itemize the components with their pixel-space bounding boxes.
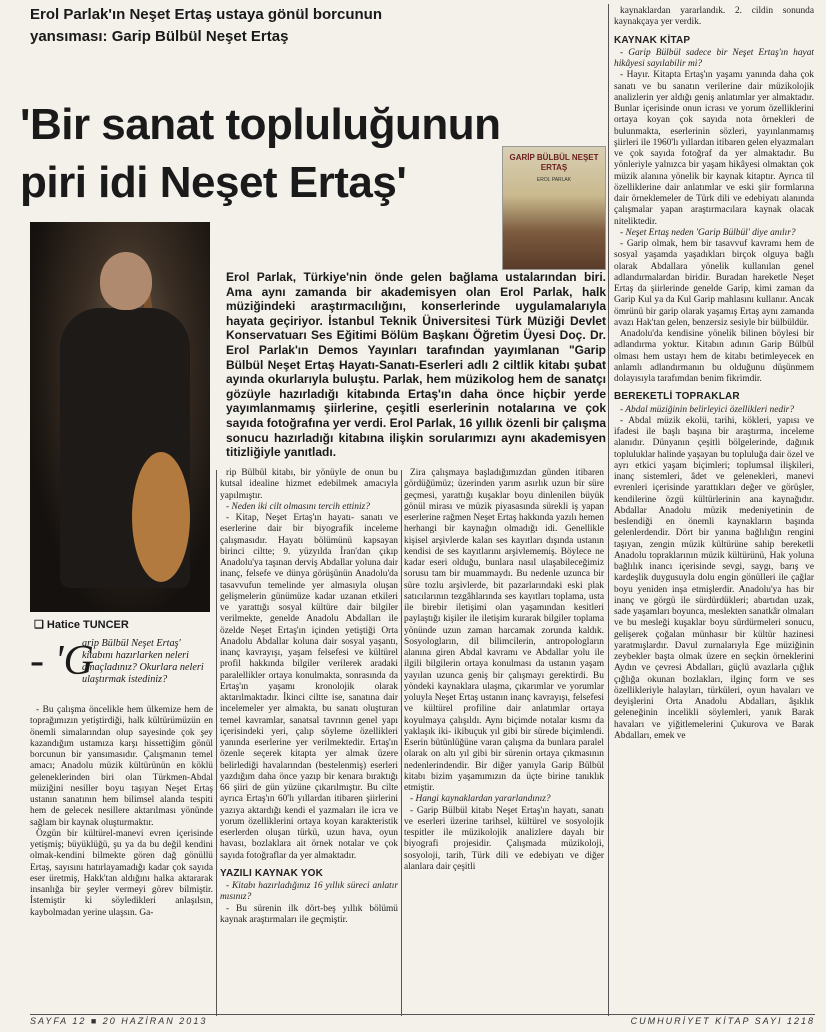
paragraph: - Garip olmak, hem bir tasavvuf kavramı hem de sosyal yaşamda yaşadıkları birçok olguya bağlı olarak Abdallara yönelik kullanılan genel adlandırmalardan biridir. Buradan hareketle Neşet Ertaş da şiirlerinde genelde Garip, kimi zaman da Garip Kul ya da Kul Garip mahlasını kullanır. Ancak ömrünü bir garip olarak yaşamış Ertaş aynı zamanda avazı Hak'tan gelen, benzersiz sesiyle bir bülbüldür. (614, 239, 814, 328)
question: - Hangi kaynaklardan yararlandınız? (410, 794, 551, 805)
paragraph: - Garip Bülbül kitabı Neşet Ertaş'ın hayatı, sanatı ve eserleri üzerine tarihsel, kültürel ve sosyolojik tespitler ile müzikolojik analizlere dayalı bir biyografi projesidir. Çalışmada müzikoloji, sosyoloji, tarih, Türk dili ve edebiyatı ve diğer alanlara dair çeşitli (404, 805, 604, 872)
column-divider (401, 470, 402, 1016)
opening-question-text: arip Bülbül Neşet Ertaş' kitabını hazırlarken neleri amaçladınız? Okurlara neleri ulaştırmak istediniz? (82, 638, 204, 685)
headline-line-2: piri idi Neşet Ertaş' (20, 158, 407, 207)
opening-question (30, 636, 213, 706)
question: - Garip Bülbül sadece bir Neşet Ertaş'ın hayat hikâyesi sayılabilir mi? (614, 47, 814, 69)
paragraph: - Kitap, Neşet Ertaş'ın hayatı- sanatı ve eserlerine dair bir biyografik inceleme çalışmasıdır. Hayatı bölümünü kapsayan birinci ciltte; 9. yüzyılda İran'dan çıkıp Anadolu'ya taşınan derviş Abdallar yoluna dair inanç, felsefe ve dünya görüşünün Anadolu'da tasavvufun temelinde yer almasıyla oluşan gelişmelerin günümüze kadar uzanan etkileri ve yarattığı sosyal kültüre dair bilgiler verilmekte, genelde Anadolu Abdalları ile özelde Neşet Ertaş'ın içinden yetiştiği Orta Anadolu Abdallar koluna dair sosyal yaşantı, inanç kavrayışı, yaşam felsefesi ve kültürel profil hakkında bilgiler verilerek aradaki paralellikler ortaya konulmakta, sonrasında da Ertaş'ın yaşamı kronolojik olarak aktarılmaktadır. İkinci ciltte ise, sanatına dair incelemeler yer almakta, bu sanatı oluşturan temel kavramlar, sanatsal tavrının genel yapı içerisindeki yeri, çalıp söyleme özellikleri yanında eserlerine yer verilmektedir. Ertaş'ın özenle seçerek kitapta yer almak üzere belirlediği havalarından (bestelenmiş) eserleri yazdığım daha önce yazıp bir kenara bıraktığı 66 şiiri de gün yüzüne çıkarılmıştır. Bu cilte ayrıca Ertaş'ın 60'lı yıllardan itibaren şiirlerini yazıya aktardığı kendi el yazmaları ile icra ve yorum özelliklerini ortaya koyan karakteristik eserlerden oluşan türkü, uzun hava, oyun havası, bozlaklara ait örnek notalar ve çok sayıda fotoğraflar da yer almaktadır. (220, 513, 398, 861)
book-author: EROL PARLAK (536, 177, 572, 183)
author-credit: ❑ Hatice TUNCER (34, 619, 129, 631)
subheading: BEREKETLİ TOPRAKLAR (614, 391, 740, 403)
question: - Kitabı hazırladığınız 16 yıllık süreci anlatır mısınız? (220, 881, 398, 903)
paragraph: - Bu çalışma öncelikle hem ülkemize hem de toprağımızın yetiştirdiği, halk kültürümüzün en önemli simalarından olup sayesinde çok şey kazandığım ustamıza karşı hissettiğim gönül borcunun bir yansımasıdır. Çalışmanın temel amacı; Anadolu müzik kültürünün en köklü geleneklerinden biri olan Türkmen-Abdal müziğini nesiller boyu taşıyan Neşet Ertaş ustanın sanatının hem bilimsel alanda tespiti hem de gelecek nesillere aktarılması yönünde sağlam bir kaynak oluşturmaktır. (30, 705, 213, 828)
question: - Neden iki cilt olmasını tercih ettiniz? (226, 501, 370, 512)
footer-left: SAYFA 12 ■ 20 HAZİRAN 2013 (30, 1016, 208, 1026)
paragraph: Özgün bir kültürel-manevi evren içerisinde yetişmiş; büyüklüğü, şu ya da bu değil kendini olmak-kendini bilmekte gören dağ gönüllü Ertaş, sayısını hatırlayamadığı kadar çok sayıda eser üretmiş, Hakk'tan aldığını halka aktararak insanlığa bir şeyler vermeyi görev bilmiştir. İstemiştir ki söyledikleri anlaşılsın, kaybolmadan yerine ulaşsın. Ga- (30, 828, 213, 918)
subheading: YAZILI KAYNAK YOK (220, 867, 324, 879)
headline-line-1: 'Bir sanat topluluğunun (20, 100, 501, 149)
column-divider (216, 470, 217, 1016)
kicker-line-2: yansıması: Garip Bülbül Neşet Ertaş (30, 28, 289, 45)
book-title: GARİP BÜLBÜL NEŞET ERTAŞ (509, 153, 599, 172)
subheading: KAYNAK KİTAP (614, 34, 691, 46)
paragraph: - Bu sürenin ilk dört-beş yıllık bölümü kaynak araştırmaları ile geçmiştir. (220, 903, 398, 925)
kicker (30, 4, 605, 48)
page-footer (30, 1016, 815, 1030)
saz-body (132, 452, 190, 582)
column-divider (608, 4, 609, 1016)
question: - Neşet Ertaş neden 'Garip Bülbül' diye anılır? (620, 227, 796, 238)
book-cover-image (502, 146, 606, 270)
column-3 (404, 468, 604, 1017)
paragraph: rip Bülbül kitabı, bir yönüyle de onun bu kutsal idealine hizmet edebilmek amacıyla yapılmıştır. (220, 468, 398, 501)
kicker-line-1: Erol Parlak'ın Neşet Ertaş ustaya gönül borcunun (30, 6, 382, 23)
lead-paragraph: Erol Parlak, Türkiye'nin önde gelen bağlama ustalarından biri. Ama aynı zamanda bir akademisyen olan Erol Parlak, halk müziğindeki araştırmacılığını, konserlerinde uygulamalarıyla hayata geçiriyor. İstanbul Teknik Üniversitesi Türk Müziği Devlet Konservatuarı Ses Eğitimi Bölüm Başkanı Öğretim Üyesi Doç. Dr. Erol Parlak'ın Demos Yayınları tarafından yayımlanan "Garip Bülbül Neşet Ertaş Hayatı-Sanatı-Eserleri adlı 2 ciltlik kitabı şubat ayında okurlarıyla buluştu. Parlak, hem müzikolog hem de sanatçı gözüyle hazırladığı kitabında Ertaş'ın daha önce hiçbir yerde yayımlanmamış şiirlerine, çeşitli eserlerinin notalarına ve çok sayıda fotoğrafına yer verdi. Erol Parlak, 16 yıllık özenli bir çalışma sonucu hazırladığı kitabına ilişkin sorularımızı aynı akademisyen titizliğiyle yanıtladı. (226, 270, 606, 460)
paragraph: Anadolu'da kendisine yönelik bilinen böylesi bir adlandırma yoktur. Kitabın adının Garip Bülbül olması hem ustayı hem de kitabı betimleyecek en anlamlı adlandırmanın bu olduğunu düşünmem dolayısıyla tarafımdan benim fikrimdir. (614, 329, 814, 384)
paragraph: kaynaklardan yararlandık. 2. cildin sonunda kaynakçaya yer verdik. (614, 6, 814, 28)
drop-cap: - 'G (30, 638, 94, 684)
paragraph: - Hayır. Kitapta Ertaş'ın yaşamı yanında daha çok sanatı ve bu sanatın verilerine dair müzikolojik analizlerin yer aldığı geniş anlatımlar yer almaktadır. Bunlar içerisinde onun icrası ve yorum özelliklerini ortaya koyan çok sayıda nota örnekleri de bulunmakta, eserlerinin sözleri, yayınlanmamış şiirleri ile 1960'lı yıllardan itibaren gelen elyazmaları ve çok sayıda fotoğraf da yer almaktadır. Bu yönleriyle yalnızca bir yaşam hikâyesi olmaktan çok müzik alanına yönelik bir kaynak kitaptır. Ayrıca til özelliklerine dair anlatımlar ve eski şiir formlarına dair örneklemeler de Türk dili ve edebiyatı alanında çalışmalar yapan araştırmacılara kaynak olacak niteliktedir. (614, 70, 814, 227)
footer-rule (30, 1014, 815, 1015)
paragraph: - Abdal müzik ekolü, tarihi, kökleri, yapısı ve ifadesi ile başlı başına bir araştırma, inceleme alanıdır. Dünyanın çeşitli bölgelerinde, dağınık topluluklar halinde yaşayan bu topluluğa dair özel ve ayrı etkici yaşam biçimleri; toplumsal ilişkileri, inanç sistemleri, âdet ve gelenekleri, manevi evrenleri içerisinde yarattıkları değer ve görüşler, kendilerine özgü kültürlerinin ana kaynağıdır. Abdallar Anadolu müzik medeniyetinin de beslendiği en önemli kaynakların başında gelenlerdendir. Dört bir yanına bağlılığın rengini taşıyan, zengin müzik kültürüne sahip bereketli Anadolu topraklarının müzik kültürünü, Hak yoluna bağlılık inancı içerisinde sevgi, saygı, barış ve kardeşlik duygusuyla dolu engin gönülleri ile çağlar boyu yeniden inşa etmişlerdir. Anadolu'ya has bir inanç ve görgü ile sürdürdükleri; abartıdan uzak, sade yaşamları boyunca, meslekten sanatkâr olmaları ve bu mesleği kuşaklar boyu sürdürmeleri sonucu, gelişerek çoğalan münhasır bir kültür hazinesi yaratmışlardır. Davul zurnalarıyla Ege müziğinin zeybekler başta olmak üzere en seçkin örneklerini Aydın ve çevresi Abdalları, güçlü avazlarla çığlık çığlığa okunan bozlakları, ilginç form ve ses özellikleriyle halayları, türküleri, oyun havaları ve deyişlerini Orta Anadolu Abdalları, âşıklık geleneğinin incelikli söylemleri, yanık Barak havaları ve yiğitlemelerini Çukurova ve Barak Abdalları, emek ve (614, 415, 814, 741)
paragraph: Zira çalışmaya başladığımızdan günden itibaren gördüğümüz; üzerinden yarım asırlık uzun bir süre geçmesi, yarattığı kuşaklar boyu dinlenilen büyük gönül mirası ve müzik piyasasında sürekli iş yapan eserlerine rağmen Neşet Ertaş hakkında yazılı hemen herhangi bir kaynağın olmadığı idi. Genellikle kişisel arşivlerde kalan ses kayıtları dışında ustanın kendisi de ses kayıtlarını arşivlememiş. Böylece ne kadar eseri olduğu, bunlara nasıl ulaşabileceğimiz sorusu tam bir muammaydı. Bu nedenle uzunca bir süre tozlu arşivlerde, bit pazarlarındaki eski plak satıcılarının tezgâhlarında ses kayıtları toplama, usta ile birebir iletişimi olan yaşamından kesitleri paylaştığı kişiler ile iletişim kurarak bilgiler toplama yönünde uzun zaman harcamak zorunda kaldık. Sosyologların, dil bilimcilerin, antropologların alanına giren Abdal kavramı ve Abdallar yolu ile ilgili bilgilerin ortaya konulması da ustanın yaşam yayılan uzunca geniş bir çalışmayı gerektirdi. Bu yöndeki kaynaklara ulaşma, çıkarımlar ve yorumlar yoluyla Neşet Ertaş ustanın inanç kavrayışı, felsefesi ve kültürel profiline dair anlatımlar ortaya koyulmaya çalışıldı. Aynı biçimde notalar kısmı da yaklaşık iki- ikibuçuk yıl gibi bir sürede biçimlendi. Eserin bütünlüğüne varan çalışma da bunlara paralel olarak on altı yıl gibi bir sürenin ortaya çıkmasının nedenlerindendir. Bir diğer yanıyla Garip Bülbül kitabı bizim yaşamımızın da üçte birine tanıklık etmiştir. (404, 468, 604, 793)
column-1 (30, 705, 213, 1017)
column-2 (220, 468, 398, 1017)
column-4 (614, 6, 814, 1018)
footer-right: CUMHURİYET KİTAP SAYI 1218 (630, 1016, 815, 1026)
musician-head (100, 252, 152, 310)
question: - Abdal müziğinin belirleyici özellikleri nedir? (620, 404, 795, 415)
musician-photo (30, 222, 210, 612)
